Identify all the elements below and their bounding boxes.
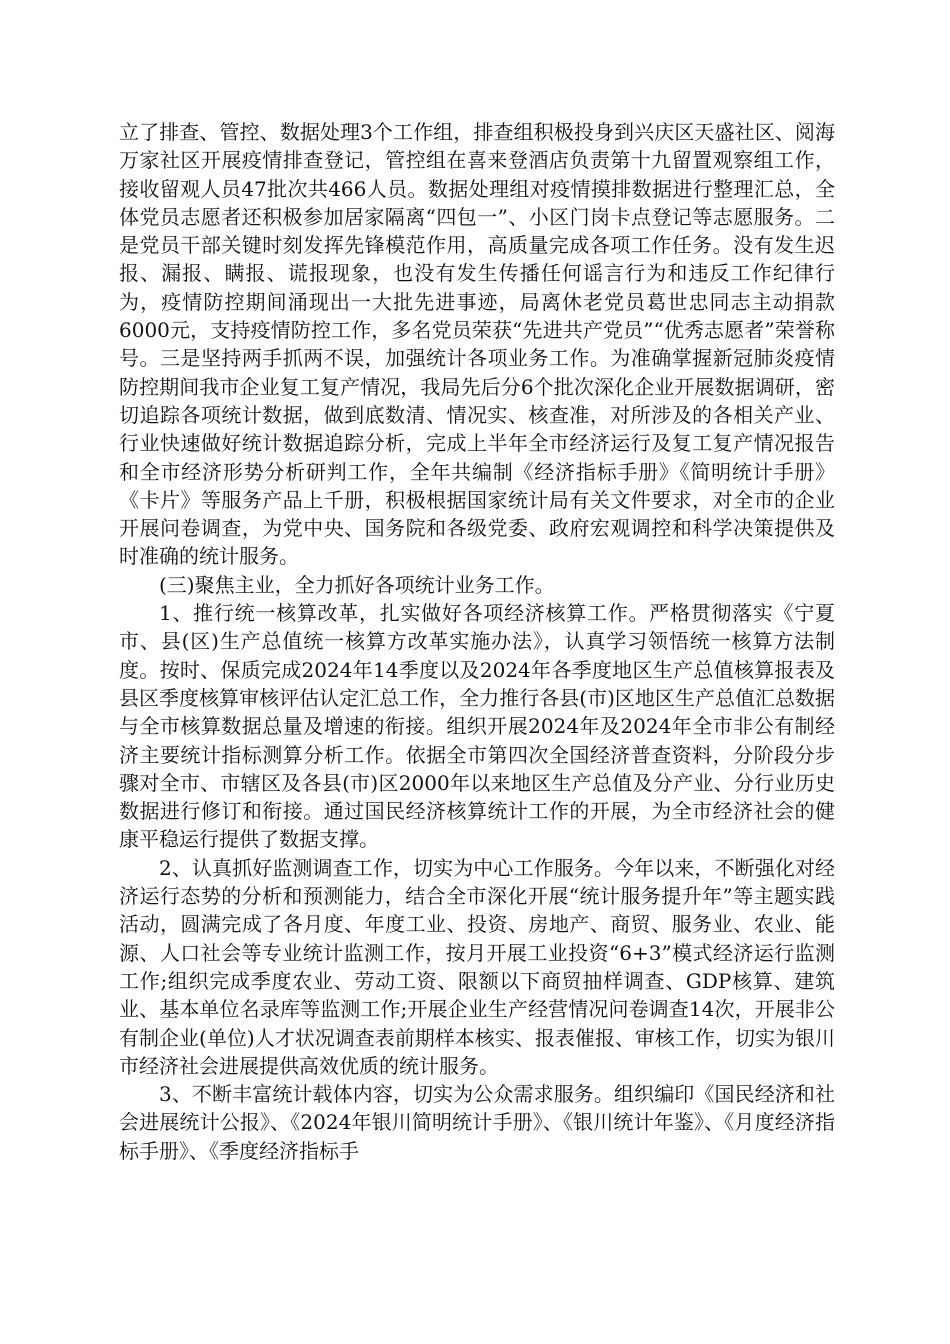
- body-paragraph: 1、推行统一核算改革，扎实做好各项经济核算工作。严格贯彻落实《宁夏市、县(区)生产总值统一核算方改革实施办法》，认真学习领悟统一核算方法制度。按时、保质完成2024年14季度以及2024年各季度地区生产总值核算报表及县区季度核算审核评估认定汇总工作，全力推行各县(市)区地区生产总值汇总数据与全市核算数据总量及增速的衔接。组织开展2024年及2024年全市非公有制经济主要统计指标测算分析工作。依据全市第四次全国经济普查资料，分阶段分步骤对全市、市辖区及各县(市)区2000年以来地区生产总值及分产业、分行业历史数据进行修订和衔接。通过国民经济核算统计工作的开展，为全市经济社会的健康平稳运行提供了数据支撑。: [119, 601, 835, 852]
- body-paragraph: 3、不断丰富统计载体内容，切实为公众需求服务。组织编印《国民经济和社会进展统计公报》、《2024年银川简明统计手册》、《银川统计年鉴》、《月度经济指标手册》、《季度经济指标手: [119, 1082, 835, 1163]
- body-paragraph: 立了排查、管控、数据处理3个工作组，排查组积极投身到兴庆区天盛社区、阅海万家社区开展疫情排查登记，管控组在喜来登酒店负责第十九留置观察组工作，接收留观人员47批次共466人员。数据处理组对疫情摸排数据进行整理汇总，全体党员志愿者还积极参加居家隔离“四包一”、小区门岗卡点登记等志愿服务。二是党员干部关键时刻发挥先锋模范作用，高质量完成各项工作任务。没有发生迟报、漏报、瞒报、谎报现象，也没有发生传播任何谣言行为和违反工作纪律行为，疫情防控期间涌现出一大批先进事迹，局离休老党员葛世忠同志主动捐款6000元，支持疫情防控工作，多名党员荣获“先进共产党员”“优秀志愿者”荣誉称号。三是坚持两手抓两不误，加强统计各项业务工作。为准确掌握新冠肺炎疫情防控期间我市企业复工复产情况，我局先后分6个批次深化企业开展数据调研，密切追踪各项统计数据，做到底数清、情况实、核查准，对所涉及的各相关产业、行业快速做好统计数据追踪分析，完成上半年全市经济运行及复工复产情况报告和全市经济形势分析研判工作，全年共编制《经济指标手册》《简明统计手册》《卡片》等服务产品上千册，积极根据国家统计局有关文件要求，对全市的企业开展问卷调查，为党中央、国务院和各级党委、政府宏观调控和科学决策提供及时准确的统计服务。: [119, 120, 835, 569]
- document-page: [119, 118, 835, 1165]
- body-paragraph: 2、认真抓好监测调查工作，切实为中心工作服务。今年以来，不断强化对经济运行态势的分析和预测能力，结合全市深化开展“统计服务提升年”等主题实践活动，圆满完成了各月度、年度工业、投资、房地产、商贸、服务业、农业、能源、人口社会等专业统计监测工作，按月开展工业投资“6+3”模式经济运行监测工作;组织完成季度农业、劳动工资、限额以下商贸抽样调查、GDP核算、建筑业、基本单位名录库等监测工作;开展企业生产经营情况问卷调查14次，开展非公有制企业(单位)人才状况调查表前期样本核实、报表催报、审核工作，切实为银川市经济社会进展提供高效优质的统计服务。: [119, 855, 835, 1078]
- section-heading: (三)聚焦主业，全力抓好各项统计业务工作。: [159, 572, 555, 597]
